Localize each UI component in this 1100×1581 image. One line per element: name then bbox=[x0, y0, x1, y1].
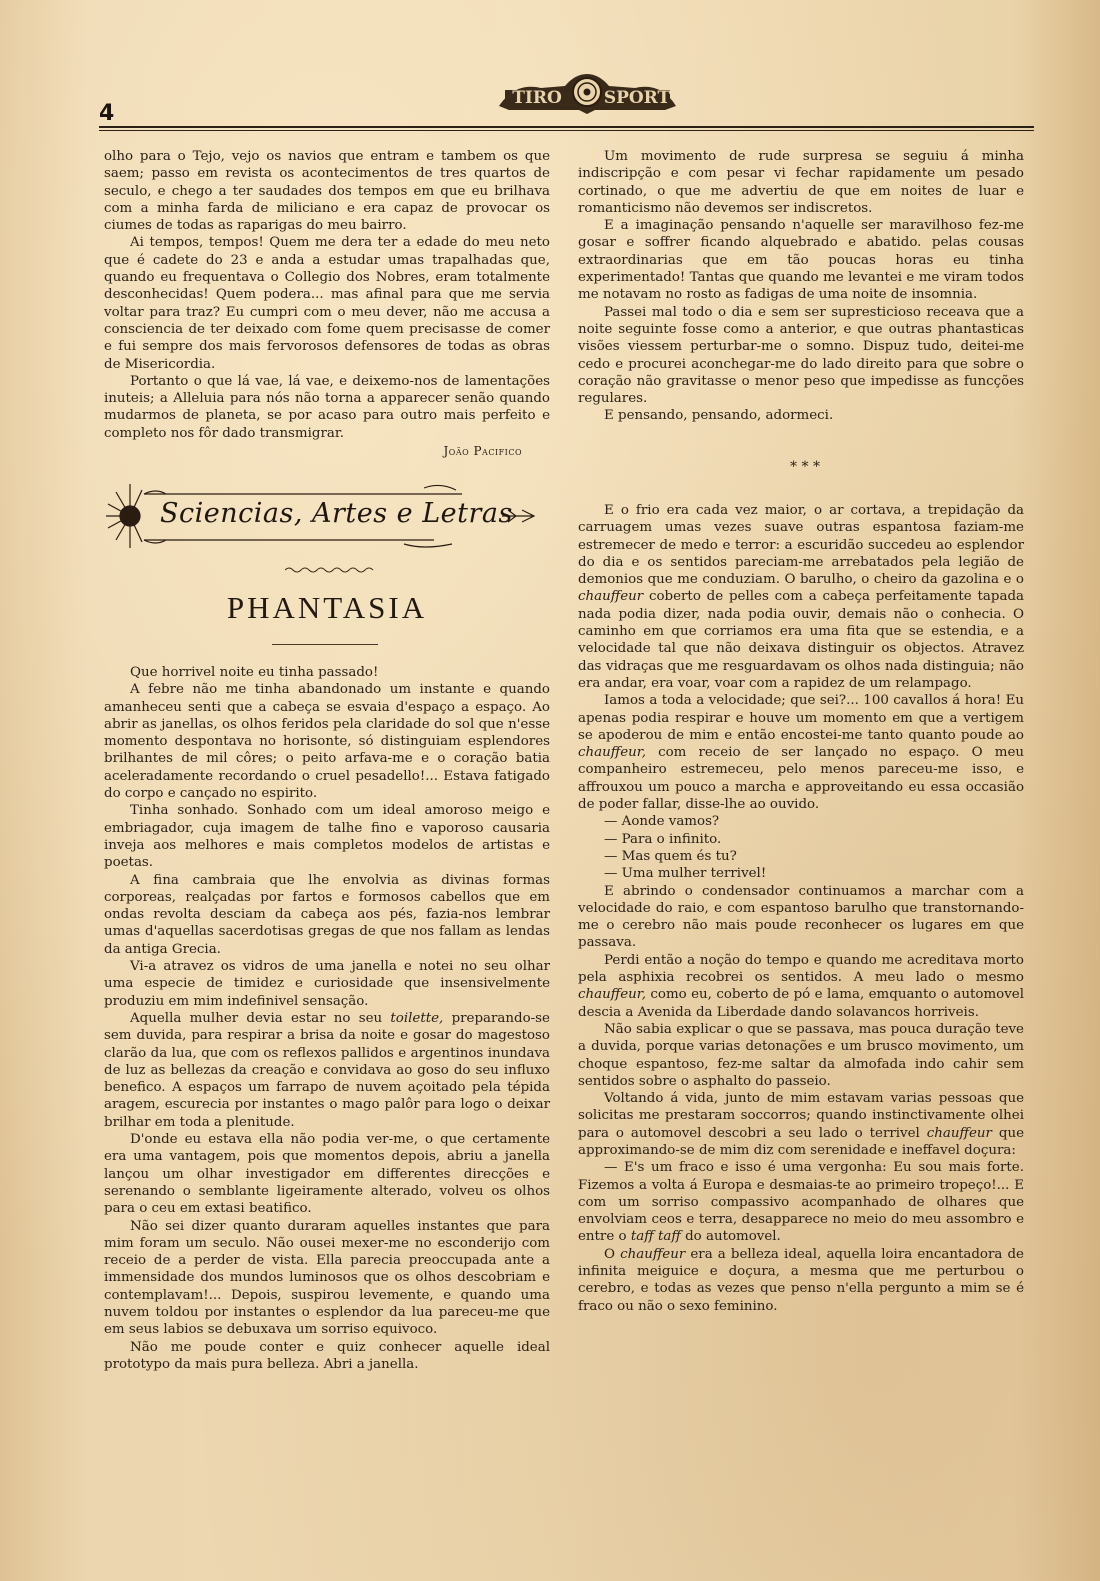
dialog-line: — Mas quem és tu? bbox=[604, 848, 737, 864]
text-run: do automovel. bbox=[680, 1229, 781, 1245]
text-run: era a belleza ideal, aquella loira encantadora de infinita meiguice e doçura, a mesma que me perturbou o cerebro, e todas as vezes que penso n'ella pergunto a mim se é fraco ou não o sexo feminino. bbox=[578, 1246, 1024, 1314]
text-run: — E's um fraco e isso é uma vergonha: Eu sou mais forte. Fizemos a volta á Europa e desmaias-te ao primeiro tropeço!... E com um sorriso compassivo acompanhado de olhares que envolviam ceos e terra, desapparece no meio do meu assombro e entre o bbox=[578, 1160, 1024, 1245]
paragraph bbox=[578, 1246, 1024, 1315]
article-left-column bbox=[104, 664, 550, 1373]
paragraph: Vi-a atravez os vidros de uma janella e notei no seu olhar uma especie de timidez e curiosidade que insensivelmente produziu em mim indefinivel sensação. bbox=[104, 959, 550, 1009]
header-rule bbox=[99, 126, 1034, 128]
italic-word: toilette, bbox=[390, 1010, 444, 1026]
paragraph bbox=[578, 502, 1024, 692]
paragraph bbox=[578, 1090, 1024, 1159]
italic-word: chauffeur bbox=[578, 589, 644, 605]
paragraph bbox=[578, 692, 1024, 813]
text-run: preparando-se sem duvida, para respirar a brisa da noite e gosar do magestoso clarão da lua, que com os reflexos pallidos e argentinos inundava de luz as bellezas da creação e convidava ao goso do seu influxo benefico. A espaços um farrapo de nuvem açoitado pela tépida aragem, escurecia por instantes o mago palôr para logo o deixar brilhar em toda a plenitude. bbox=[104, 1010, 550, 1130]
paragraph: Tinha sonhado. Sonhado com um ideal amoroso meigo e embriagador, cuja imagem de talhe fino e vaporoso causaria inveja aos melhores e mais completos modelos de artistas e poetas. bbox=[104, 803, 550, 871]
paragraph: olho para o Tejo, vejo os navios que entram e tambem os que saem; passo em revista os acontecimentos de tres quartos de seculo, e chego a ter saudades dos tempos em que eu brilhava com a minha farda de miliciano e era capaz de provocar os ciumes de todas as raparigas do meu bairro. bbox=[104, 149, 550, 234]
paragraph: E abrindo o condensador continuamos a marchar com a velocidade do raio, e com espantoso barulho que transtornando-me o cerebro não mais poude reconhecer os lugares em que passava. bbox=[578, 883, 1024, 951]
paragraph: D'onde eu estava ella não podia ver-me, o que certamente era uma vantagem, pois que momentos depois, abriu a janella lançou um olhar investigador em differentes direcções e serenando o semblante ligeiramente alterado, volveu os olhos para o ceu em extasi beatifico. bbox=[104, 1132, 550, 1217]
dialog-line: — Para o infinito. bbox=[604, 831, 722, 847]
paragraph bbox=[104, 1010, 550, 1131]
section-title: Sciencias, Artes e Letras bbox=[160, 498, 513, 529]
paragraph: Passei mal todo o dia e sem ser supresticioso receava que a noite seguinte fosse como a anterior, e que outras phantasticas visões viessem perturbar-me o somno. Dispuz tudo, deitei-me cedo e procurei aconchegar-me do lado direito para que sobre o coração não gravitasse o menor peso que impedisse as funcções regulares. bbox=[578, 304, 1024, 407]
paragraph bbox=[578, 952, 1024, 1021]
text-run: Perdi então a noção do tempo e quando me acreditava morto pela asphixia recobrei os sentidos. A meu lado o mesmo bbox=[578, 952, 1024, 986]
paragraph: Um movimento de rude surpresa se seguiu á minha indiscripção e com pesar vi fechar rapidamente um pesado cortinado, o que me advertiu de que em noites de luar e romanticismo não devemos ser indiscretos. bbox=[578, 149, 1024, 216]
dialog-line: — Uma mulher terrivel! bbox=[604, 866, 767, 882]
paragraph: Que horrivel noite eu tinha passado! bbox=[130, 665, 379, 680]
italic-word: chauffeur bbox=[620, 1246, 686, 1262]
text-run: Iamos a toda a velocidade; que sei?... 100 cavallos á hora! Eu apenas podia respirar e houve um momento em que a vertigem se apoderou de mim e então encostei-me tanto quanto poude ao bbox=[578, 693, 1024, 743]
right-column-top bbox=[578, 148, 1024, 425]
section-break-stars: * * * bbox=[790, 459, 820, 475]
paragraph: E pensando, pensando, adormeci. bbox=[604, 408, 834, 424]
article-right-column bbox=[578, 502, 1024, 1315]
paragraph: Não sei dizer quanto duraram aquelles instantes que para mim foram um seculo. Não ousei mexer-me no esconderijo com receio de a perder de vista. Ella parecia preoccupada ante a immensidade dos mundos luminosos que os olhos descobriam e contemplavam!... Depois, suspirou levemente, e quando uma nuvem toldou por instantes o esplendor da lua pareceu-me que em seus labios se debuxava um sorriso equivoco. bbox=[104, 1218, 550, 1338]
paragraph: A fina cambraia que lhe envolvia as divinas formas corporeas, realçadas por fartos e formosos cabellos que em ondas revolta desciam da cabeça aos pés, fazia-nos lembrar umas d'aquellas sacerdotisas gregas de que nos fallam as lendas da antiga Grecia. bbox=[104, 872, 550, 957]
title-rule bbox=[272, 644, 378, 645]
masthead-logo bbox=[495, 70, 680, 116]
text-run: O bbox=[604, 1246, 621, 1262]
italic-word: chauffeur, bbox=[578, 987, 646, 1003]
dialog-line: — Aonde vamos? bbox=[604, 814, 720, 830]
paragraph: Portanto o que lá vae, lá vae, e deixemo-nos de lamentações inuteis; a Alleluia para nós não torna a apparecer senão quando mudarmos de planeta, se por acaso para outro mais perfeito e completo nos fôr dado transmigrar. bbox=[104, 373, 550, 441]
article-title: PHANTASIA bbox=[226, 590, 428, 625]
left-column-top bbox=[104, 148, 550, 460]
text-run: com receio de ser lançado no espaço. O meu companheiro estremeceu, pelo menos pareceu-me isso, e affrouxou um pouco a marcha e approveitando eu essa occasião de poder fallar, disse-lhe ao ouvido. bbox=[578, 745, 1024, 813]
paragraph bbox=[578, 1159, 1024, 1245]
text-run: Voltando á vida, junto de mim estavam varias pessoas que solicitas me prestaram soccorros; quando instinctivamente olhei para o automovel descobri a seu lado o terrivel bbox=[578, 1091, 1024, 1141]
text-run: coberto de pelles com a cabeça perfeitamente tapada nada podia dizer, nada podia ouvir, demais não o conhecia. O caminho em que corriamos era uma fita que se estendia, e a velocidade tal que não deixava distinguir os objectos. Atravez das vidraças que me resguardavam os olhos nada distinguia; não era andar, era voar, voar com a rapidez de um relampago. bbox=[578, 589, 1024, 691]
paragraph: Não sabia explicar o que se passava, mas pouca duração teve a duvida, porque varias detonações e um brusco movimento, um choque espantoso, fez-me saltar da almofada indo cahir sem sentidos sobre o asphalto do passeio. bbox=[578, 1021, 1024, 1089]
text-run: como eu, coberto de pó e lama, emquanto o automovel descia a Avenida da Liberdade dando solavancos horriveis. bbox=[578, 987, 1024, 1020]
italic-word: chauffeur bbox=[926, 1125, 992, 1141]
page-number: 4 bbox=[99, 101, 115, 126]
text-run: E o frio era cada vez maior, o ar cortava, a trepidação da carruagem umas vezes suave outras espantosa faziam-me estremecer de medo e terror: a escuridão succedeu ao esplendor do dia e os sentidos pareciam-me arrebatados pela legião de demonios que me conduziam. O barulho, o cheiro da gazolina e o bbox=[578, 503, 1024, 588]
text-run: Aquella mulher devia estar no seu bbox=[130, 1010, 391, 1026]
svg-text:SPORT: SPORT bbox=[603, 88, 671, 108]
author-signature: João Pacifico bbox=[443, 444, 522, 459]
text-run: que approximando-se de mim diz com serenidade e ineffavel doçura: bbox=[578, 1125, 1024, 1158]
svg-text:TIRO: TIRO bbox=[512, 88, 562, 108]
paragraph: E a imaginação pensando n'aquelle ser maravilhoso fez-me gosar e soffrer ficando alquebrado e abatido. pelas cousas extraordinarias que em tão poucas horas eu tinha experimentado! Tantas que quando me levantei e me viram todos me notavam no rosto as fadigas de uma noite de insomnia. bbox=[578, 218, 1024, 303]
header-rule-thin bbox=[99, 130, 1034, 131]
italic-word: chauffeur, bbox=[578, 745, 646, 761]
paragraph: A febre não me tinha abandonado um instante e quando amanheceu senti que a cabeça se esvaia d'espaço a espaço. Ao abrir as janellas, os olhos feridos pela claridade do sol que n'esse momento despontava no horisonte, só distinguiam esplendores brilhantes de mil côres; o peito arfava-me e o coração batia aceleradamente recordando o cruel pesadello!... Estava fatigado do corpo e cançado no espirito. bbox=[104, 682, 550, 802]
paragraph: Ai tempos, tempos! Quem me dera ter a edade do meu neto que é cadete do 23 e anda a estudar umas trapalhadas que, quando eu frequentava o Collegio dos Nobres, eram totalmente desconhecidas! Quem podera... mas afinal para que me servia voltar para traz? Eu cumpri com o meu dever, não me accusa a consciencia de ter deixado com fome quem precisasse de comer e fui sempre dos mais fervorosos defensores de todas as obras de Misericordia. bbox=[104, 235, 550, 372]
section-banner bbox=[104, 478, 550, 560]
paragraph: Não me poude conter e quiz conhecer aquelle ideal prototypo da mais pura belleza. Abri a janella. bbox=[104, 1339, 550, 1372]
italic-word: taff taff bbox=[630, 1229, 681, 1245]
wavy-divider bbox=[285, 566, 377, 574]
